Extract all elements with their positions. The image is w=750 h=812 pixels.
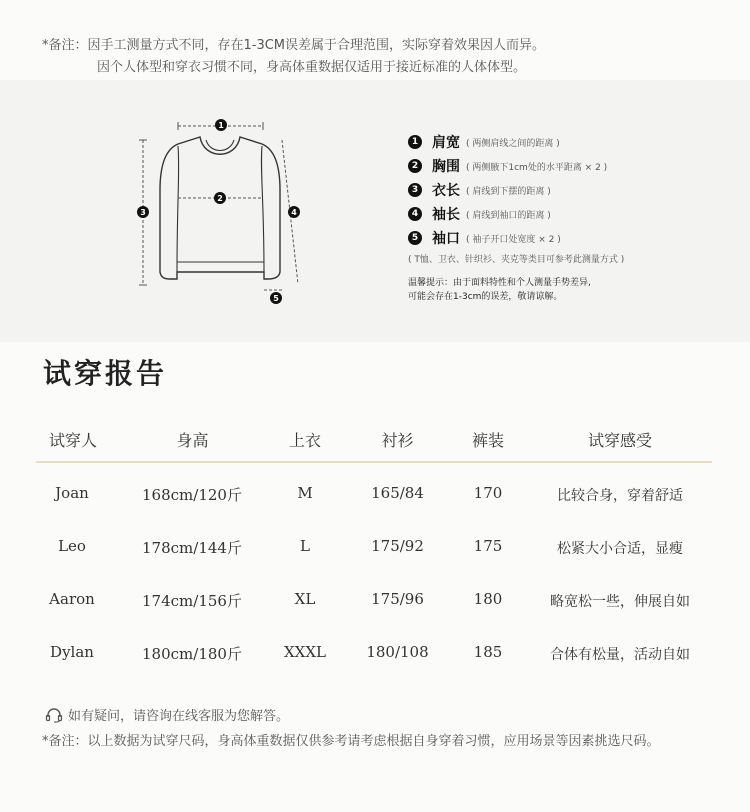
measurement-diagram-panel — [0, 80, 750, 342]
help-text: 如有疑问，请咨询在线客服为您解答。 — [68, 709, 290, 724]
sweater-sleeve-seam-left — [177, 146, 179, 272]
legend-number: 5 — [408, 231, 422, 245]
footer-note: *备注：以上数据为试穿尺码，身高体重数据仅供参考请考虑根据自身穿着习惯，应用场景等因素挑选尺码。 — [42, 734, 660, 749]
col-header-tester: 试穿人 — [48, 431, 97, 450]
legend-item-sleeve — [408, 202, 607, 226]
legend-label: 袖口 — [432, 231, 460, 247]
col-header-shirt: 衬衫 — [381, 431, 414, 450]
legend-item-length — [408, 178, 607, 202]
cell-pants: 170 — [473, 484, 503, 502]
legend-item-cuff — [408, 226, 607, 250]
cell-pants: 185 — [473, 643, 503, 661]
cell-height: 168cm/120斤 — [142, 486, 242, 504]
cell-feeling: 略宽松一些，伸展自如 — [550, 594, 690, 610]
measurement-note: *备注：因手工测量方式不同，存在1-3CM误差属于合理范围，实际穿着效果因人而异。 — [42, 38, 546, 53]
cell-top: XXXL — [284, 643, 326, 661]
legend-item-chest — [408, 154, 607, 178]
headset-icon — [44, 707, 64, 723]
customer-service-help[interactable] — [44, 705, 289, 724]
legend-applicable-note: ( T恤、卫衣、针织衫、夹克等类目可参考此测量方式 ) — [408, 255, 625, 265]
tip-line-2: 可能会存在1-3cm的误差，敬请谅解。 — [408, 292, 563, 302]
col-header-feeling: 试穿感受 — [587, 431, 652, 450]
cell-height: 180cm/180斤 — [142, 645, 242, 663]
cell-height: 174cm/156斤 — [142, 592, 242, 610]
report-title: 试穿报告 — [43, 357, 168, 390]
legend-label: 肩宽 — [432, 135, 460, 151]
cell-name: Dylan — [50, 643, 94, 661]
col-header-height: 身高 — [176, 431, 209, 450]
cell-top: XL — [294, 590, 316, 608]
cell-top: L — [300, 537, 310, 555]
legend-description: ( 袖子开口处宽度 × 2 ) — [466, 234, 561, 245]
legend-description: ( 两侧肩线之间的距离 ) — [466, 138, 560, 149]
cell-feeling: 合体有松量，活动自如 — [550, 647, 690, 663]
legend-number: 3 — [408, 183, 422, 197]
top-note-section — [0, 0, 750, 80]
sweater-sleeve-seam-right — [261, 146, 264, 272]
cell-pants: 180 — [473, 590, 503, 608]
cell-name: Aaron — [49, 590, 95, 608]
legend-number: 1 — [408, 135, 422, 149]
sweater-diagram — [128, 112, 308, 312]
legend-label: 胸围 — [432, 159, 460, 175]
cell-shirt: 175/96 — [371, 590, 424, 608]
body-type-note: 因个人体型和穿衣习惯不同，身高体重数据仅适用于接近标准的人体体型。 — [97, 60, 527, 75]
cell-shirt: 180/108 — [366, 643, 429, 661]
cell-name: Joan — [55, 484, 89, 502]
diagram-marker-1: 1 — [215, 119, 227, 131]
cell-feeling: 比较合身，穿着舒适 — [557, 488, 683, 504]
legend-label: 袖长 — [432, 207, 460, 223]
measurement-legend — [408, 130, 607, 250]
cell-pants: 175 — [473, 537, 503, 555]
diagram-marker-2: 2 — [214, 192, 226, 204]
tip-line-1: 温馨提示：由于面料特性和个人测量手势差异, — [408, 278, 591, 288]
header-divider — [36, 461, 712, 463]
legend-label: 衣长 — [432, 183, 460, 199]
legend-description: ( 两侧腋下1cm处的水平距离 × 2 ) — [466, 162, 608, 173]
legend-number: 4 — [408, 207, 422, 221]
cell-shirt: 175/92 — [371, 537, 424, 555]
cell-shirt: 165/84 — [371, 484, 424, 502]
diagram-marker-4: 4 — [288, 206, 300, 218]
cell-feeling: 松紧大小合适，显瘦 — [557, 541, 683, 557]
legend-description: ( 肩线到下摆的距离 ) — [466, 186, 551, 197]
cell-height: 178cm/144斤 — [142, 539, 242, 557]
diagram-marker-5: 5 — [270, 292, 282, 304]
legend-number: 2 — [408, 159, 422, 173]
cell-name: Leo — [58, 537, 86, 555]
cell-top: M — [297, 484, 313, 502]
sweater-collar — [206, 140, 234, 151]
col-header-top: 上衣 — [288, 431, 321, 450]
diagram-marker-3: 3 — [137, 206, 149, 218]
legend-item-shoulder — [408, 130, 607, 154]
col-header-pants: 裤装 — [471, 431, 504, 450]
legend-description: ( 肩线到袖口的距离 ) — [466, 210, 551, 221]
